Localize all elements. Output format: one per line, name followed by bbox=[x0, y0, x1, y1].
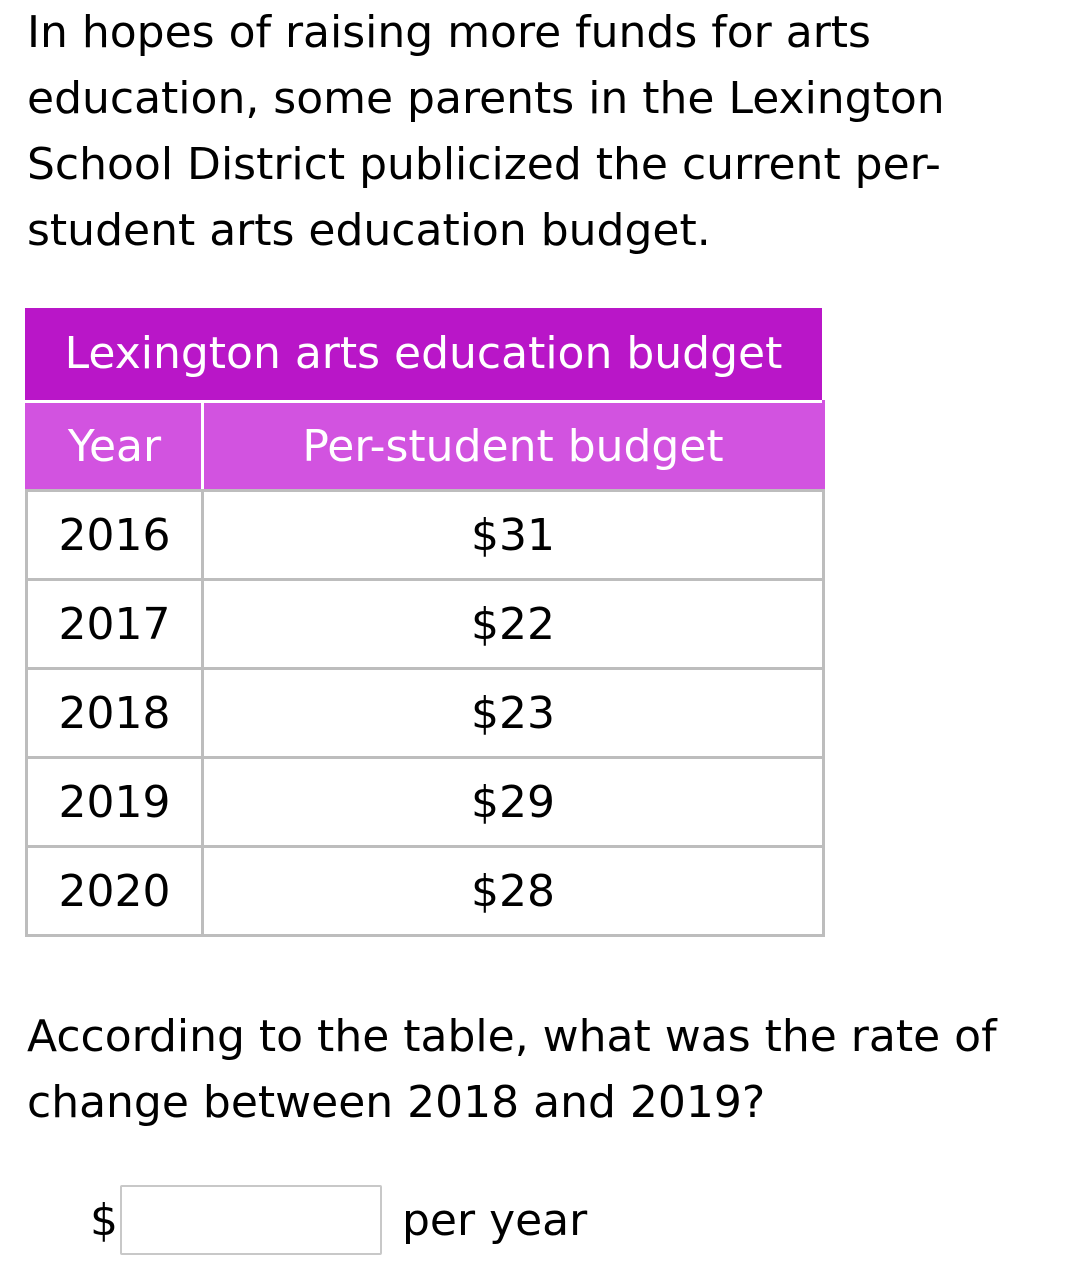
table-row bbox=[27, 491, 824, 580]
column-header-year: Year bbox=[27, 402, 203, 491]
answer-row bbox=[82, 1184, 587, 1256]
table-title: Lexington arts education budget bbox=[25, 308, 822, 400]
table-row bbox=[27, 669, 824, 758]
table-header-row bbox=[27, 402, 824, 491]
year-cell: 2020 bbox=[27, 847, 203, 936]
budget-table-container bbox=[25, 308, 822, 937]
dollar-sign: $ bbox=[90, 1194, 118, 1246]
table-row bbox=[27, 758, 824, 847]
budget-cell: $31 bbox=[203, 491, 824, 580]
table-row bbox=[27, 580, 824, 669]
budget-cell: $28 bbox=[203, 847, 824, 936]
budget-cell: $23 bbox=[203, 669, 824, 758]
rate-of-change-input[interactable] bbox=[120, 1185, 382, 1255]
table-row bbox=[27, 847, 824, 936]
question-text: According to the table, what was the rate of change between 2018 and 2019? bbox=[27, 1011, 997, 1128]
year-cell: 2017 bbox=[27, 580, 203, 669]
year-cell: 2016 bbox=[27, 491, 203, 580]
budget-cell: $29 bbox=[203, 758, 824, 847]
budget-table bbox=[25, 400, 825, 937]
column-header-per-student-budget: Per-student budget bbox=[203, 402, 824, 491]
year-cell: 2018 bbox=[27, 669, 203, 758]
intro-text: In hopes of raising more funds for arts education, some parents in the Lexington School District publicized the current per-student arts education budget. bbox=[27, 7, 945, 256]
year-cell: 2019 bbox=[27, 758, 203, 847]
budget-cell: $22 bbox=[203, 580, 824, 669]
unit-label: per year bbox=[402, 1194, 588, 1246]
